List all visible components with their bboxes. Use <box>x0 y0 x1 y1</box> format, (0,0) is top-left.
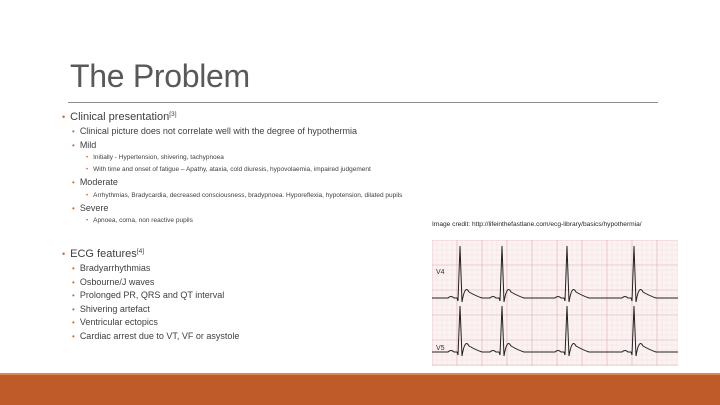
slide-title: The Problem <box>70 58 250 94</box>
sub-bullet <box>62 262 422 276</box>
sub-bullet <box>62 139 422 153</box>
bullet-text: Severe <box>79 202 109 213</box>
bullet-icon: • <box>72 277 75 287</box>
bullet-icon: • <box>86 167 89 173</box>
bullet-text: Prolonged PR, QRS and QT interval <box>79 290 225 300</box>
bullet-icon: • <box>86 218 89 224</box>
bullet-text: Clinical picture does not correlate well with the degree of hypothermia <box>79 126 357 136</box>
bullet-icon: • <box>72 140 75 150</box>
sub-bullet <box>62 330 422 344</box>
bullet-clinical-presentation <box>62 110 422 125</box>
bullet-text: Shivering artefact <box>79 303 150 314</box>
bullet-icon: • <box>72 203 75 213</box>
sub-bullet <box>62 276 422 290</box>
bullet-text: Initially - Hypertension, shivering, tachypnoea <box>93 154 224 161</box>
lead-label-v4: V4 <box>436 269 445 276</box>
bullet-text: Apnoea, coma, non reactive pupils <box>93 217 193 224</box>
sub-bullet <box>62 289 422 303</box>
sub-bullet <box>62 303 422 317</box>
sub-sub-bullet <box>62 164 422 176</box>
sub-sub-bullet <box>62 215 422 227</box>
ecg-paper <box>432 240 678 366</box>
sub-bullet <box>62 125 422 139</box>
bullet-text: Moderate <box>79 177 118 187</box>
sub-bullet <box>62 176 422 190</box>
bullet-text: Arrhythmias, Bradycardia, decreased consciousness, bradypnoea. Hyporeflexia, hypotension, dilated pupils <box>93 191 403 199</box>
image-credit: Image credit: http://lifeinthefastlane.com/ecg-library/basics/hypothermia/ <box>432 221 642 228</box>
bullet-icon: • <box>62 249 66 259</box>
ecg-strip-image <box>432 240 678 366</box>
bullet-ecg-features <box>62 247 422 262</box>
bullet-icon: • <box>86 192 89 199</box>
bullet-icon: • <box>72 264 75 273</box>
reference: [4] <box>136 248 145 255</box>
sub-sub-bullet <box>62 190 422 202</box>
bullet-icon: • <box>72 331 75 341</box>
bullet-text: With time and onset of fatigue – Apathy, ataxia, cold diuresis, hypovolaemia, impaired judgement <box>93 166 371 173</box>
bullet-text: Osbourne/J waves <box>79 276 155 287</box>
bullet-icon: • <box>72 304 75 314</box>
sub-bullet <box>62 202 422 216</box>
reference: [3] <box>169 111 177 118</box>
title-divider <box>68 102 658 103</box>
bullet-text: Clinical presentation <box>70 111 170 123</box>
bullet-text: Cardiac arrest due to VT, VF or asystole <box>79 330 240 341</box>
bullet-text: ECG features <box>70 248 137 260</box>
bullet-text: Bradyarrhythmias <box>79 263 151 273</box>
bullet-icon: • <box>72 178 75 187</box>
bullet-icon: • <box>72 127 75 136</box>
bullet-icon: • <box>72 291 75 300</box>
slide-body <box>62 110 422 343</box>
sub-sub-bullet <box>62 152 422 164</box>
bullet-icon: • <box>72 318 75 327</box>
bullet-icon: • <box>86 155 89 161</box>
bullet-icon: • <box>62 112 66 122</box>
bullet-text: Mild <box>79 139 97 150</box>
footer-band <box>0 375 720 405</box>
lead-label-v5: V5 <box>436 345 445 352</box>
bullet-text: Ventricular ectopics <box>79 317 158 327</box>
sub-bullet <box>62 316 422 330</box>
